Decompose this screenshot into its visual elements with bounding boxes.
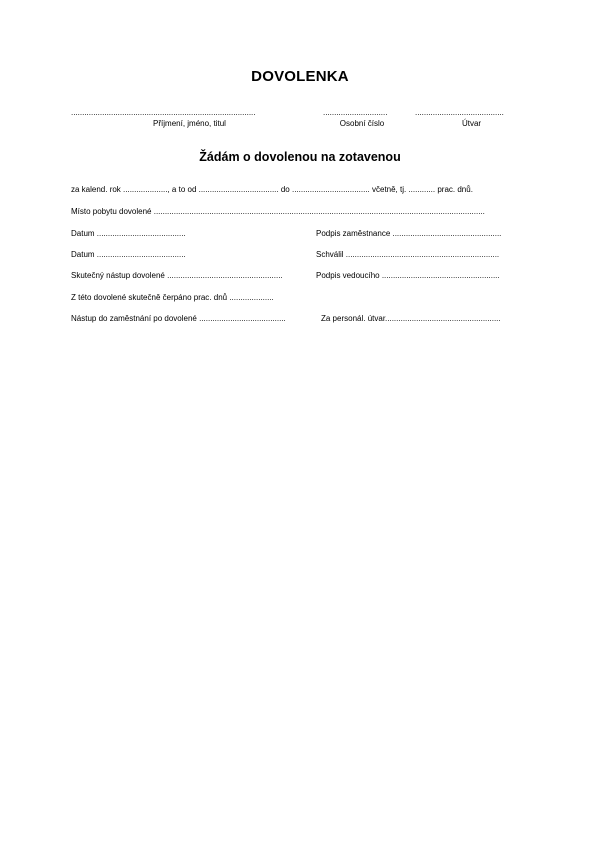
name-field-dots: ................................................................................... — [71, 108, 256, 117]
return-to-work-row: Nástup do zaměstnání po dovolené ....................................... — [71, 314, 286, 323]
page-title: DOVOLENKA — [251, 68, 349, 85]
personnel-dept-row: Za personál. útvar.................................................... — [321, 314, 501, 323]
number-field-label: Osobní číslo — [339, 119, 385, 128]
actual-start-row: Skutečný nástup dovolené .................................................... — [71, 271, 283, 280]
request-subtitle: Žádám o dovolenou na zotavenou — [199, 150, 401, 164]
date-row-1: Datum ........................................ — [71, 229, 186, 238]
unit-field-dots: ........................................ — [415, 108, 504, 117]
days-used-row: Z této dovolené skutečně čerpáno prac. dnů .................... — [71, 293, 274, 302]
manager-signature-row: Podpis vedoucího ..................................................... — [316, 271, 500, 280]
unit-field-label: Útvar — [461, 119, 482, 128]
employee-signature-row: Podpis zaměstnance ................................................. — [316, 229, 502, 238]
period-row: za kalend. rok ...................., a to od .................................... do ................................... včetně, tj. ............ prac. dnů. — [71, 185, 473, 194]
date-row-2: Datum ........................................ — [71, 250, 186, 259]
approved-by-row: Schválil ..................................................................... — [316, 250, 500, 259]
number-field-dots: ............................. — [323, 108, 388, 117]
name-field-label: Příjmení, jméno, titul — [153, 119, 226, 128]
stay-place-row: Místo pobytu dovolené ..................................................................................................................................................... — [71, 207, 485, 216]
